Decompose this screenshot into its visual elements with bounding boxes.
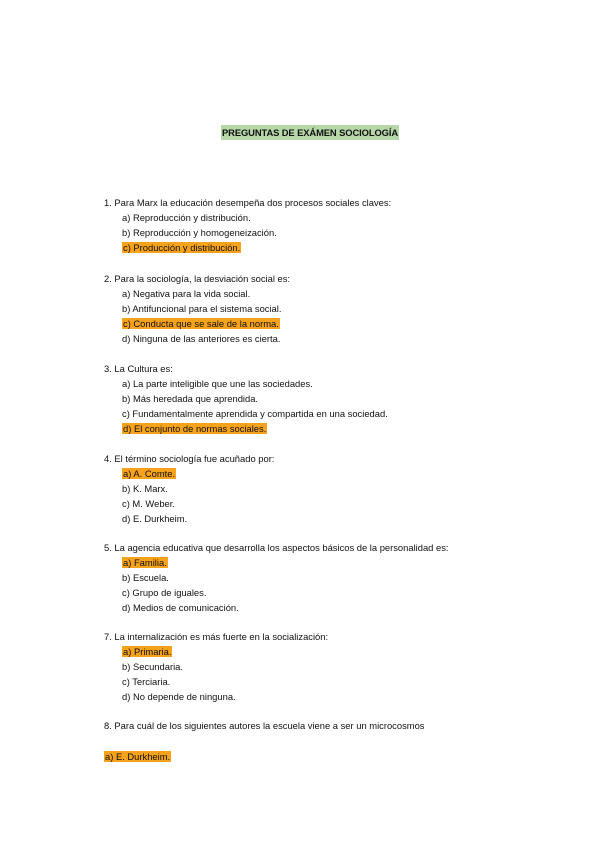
question-3-option-a: a) La parte inteligible que une las sociedades. (122, 378, 313, 389)
question-2-option-d: d) Ninguna de las anteriores es cierta. (122, 333, 281, 344)
question-5-option-a (122, 556, 168, 569)
question-7-option-b: b) Secundaria. (122, 661, 183, 672)
answer-highlight: a) Familia. (123, 557, 167, 568)
question-8: 8. Para cuál de los siguientes autores la escuela viene a ser un microcosmos (104, 720, 425, 731)
question-3-option-c: c) Fundamentalmente aprendida y compartida en una sociedad. (122, 408, 388, 419)
answer-highlight: c) Producción y distribución. (123, 242, 241, 253)
question-1-option-a: a) Reproducción y distribución. (122, 212, 251, 223)
question-4: 4. El término sociología fue acuñado por: (104, 453, 275, 464)
question-1-option-b: b) Reproducción y homogeneización. (122, 227, 277, 238)
question-2: 2. Para la sociología, la desviación social es: (104, 273, 291, 284)
question-1-option-c (122, 241, 241, 254)
question-5-option-b: b) Escuela. (122, 572, 169, 583)
question-5-option-c: c) Grupo de iguales. (122, 587, 207, 598)
question-1: 1. Para Marx la educación desempeña dos procesos sociales claves: (104, 197, 392, 208)
question-5: 5. La agencia educativa que desarrolla los aspectos básicos de la personalidad es: (104, 542, 449, 553)
question-4-option-b: b) K. Marx. (122, 483, 168, 494)
question-4-option-c: c) M. Weber. (122, 498, 175, 509)
question-4-option-a (122, 467, 176, 480)
question-3: 3. La Cultura es: (104, 363, 173, 374)
question-8-option-a (104, 750, 171, 763)
question-3-option-d (122, 422, 267, 435)
question-4-option-d: d) E. Durkheim. (122, 513, 188, 524)
question-2-option-a: a) Negativa para la vida social. (122, 288, 251, 299)
question-7: 7. La internalización es más fuerte en la socialización: (104, 631, 329, 642)
answer-highlight: a) Primaria. (123, 646, 172, 657)
answer-highlight: a) A. Comte. (123, 468, 176, 479)
question-7-option-a (122, 645, 172, 658)
question-3-option-b: b) Más heredada que aprendida. (122, 393, 259, 404)
answer-highlight: a) E. Durkheim. (105, 751, 171, 762)
answer-highlight: c) Conducta que se sale de la norma. (123, 318, 279, 329)
question-7-option-c: c) Terciaria. (122, 676, 171, 687)
question-2-option-c (122, 317, 280, 330)
question-2-option-b: b) Antifuncional para el sistema social. (122, 303, 282, 314)
answer-highlight: d) El conjunto de normas sociales. (123, 423, 267, 434)
question-7-option-d: d) No depende de ninguna. (122, 691, 236, 702)
document-title: PREGUNTAS DE EXÁMEN SOCIOLOGÍA (222, 127, 399, 138)
question-5-option-d: d) Medios de comunicación. (122, 602, 239, 613)
